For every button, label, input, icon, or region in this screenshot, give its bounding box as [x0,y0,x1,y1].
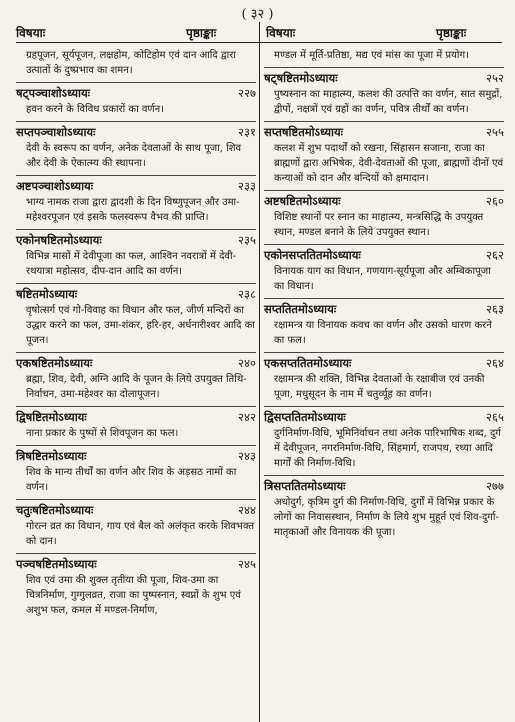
chapter-title: द्विषष्टितमोऽध्यायः [16,410,87,424]
entry-heading [16,287,256,302]
chapter-page-number: २४० [238,356,256,370]
chapter-description: कलश में शुभ पदार्थों को रखना, सिंहासन सजाना, राजा का ब्राह्मणों द्वारा अभिषेक, देवी-देवताओं की पूजा, ब्राह्मणों दीनों एवं कन्याओं को दान और बन्दियों को क्षमादान। [274,143,504,184]
chapter-description: दुर्गनिर्माण-विधि, भूमिनिर्वाचन तथा अनेक पारिभाषिक शब्द, दुर्ग में देवीपूजन, नगरनिर्माण-विधि, सिंहमार्ग, राजपथ, रथ्या आदि मार्गों की निर्माण-विधि। [274,428,501,469]
chapter-title: पञ्चषष्टितमोऽध्यायः [16,557,97,571]
chapter-title: चतुःषष्टितमोऽध्यायः [16,503,94,517]
chapter-page-number: २३८ [238,287,256,301]
toc-entry [264,299,504,350]
toc-entry [264,245,504,296]
entry-heading [16,125,256,140]
header-right-subject: विषयाः [266,26,296,40]
chapter-description: शिव एवं उमा की शुक्ल तृतीया की पूजा, शिव-उमा का चित्रनिर्माण, गुग्गुलव्रत, राजा का पुष्पस्नान, स्वप्नों के शुभ एवं अशुभ फल, कमल में मण्डल-निर्माण, [26,575,241,616]
toc-entry [16,230,256,281]
entry-heading [264,71,504,86]
chapter-title: एकषष्टितमोऽध्यायः [16,356,93,370]
entry-heading [264,302,504,317]
toc-entry [264,476,504,542]
left-column [16,44,256,620]
toc-entry [16,44,256,80]
chapter-description: हवन करने के विविध प्रकारों का वर्णन। [26,104,164,115]
chapter-description: विनायक याग का विधान, गणयाग-सूर्यपूजा और अम्बिकापूजा का विधान। [274,266,491,292]
toc-entry [264,407,504,473]
chapter-description: देवी के स्वरूप का वर्णन, अनेक देवताओं के साथ पूजा, शिव और देवी के ऐकात्म्य की स्थापना। [26,143,242,169]
chapter-page-number: २७७ [486,479,504,493]
chapter-page-number: २३३ [238,179,256,193]
chapter-title: सप्तपञ्चाशोऽध्यायः [16,125,96,139]
page-number: ( ३२ ) [241,7,274,22]
chapter-title: अष्टषष्टितमोऽध्यायः [264,194,341,208]
toc-entry [264,122,504,188]
toc-entry [16,284,256,350]
chapter-title: षष्टितमोऽध्यायः [16,287,78,301]
chapter-description: विशिष्ट स्थानों पर स्नान का माहात्म्य, मन्त्रसिद्धि के उपयुक्त स्थान, मण्डल बनाने के लिये उपयुक्त स्थान। [274,212,484,238]
chapter-page-number: २६५ [486,410,504,424]
chapter-description: अधोदुर्ग, कृत्रिम दुर्ग की निर्माण-विधि, दुर्गों में विभिन्न प्रकार के लोगों का निवासस्थान, निर्माण के लिये शुभ मुहूर्त एवं शिव-दुर्गा-मातृकाओं और विनायक की पूजा। [274,497,499,538]
chapter-description: शिव के मान्य तीर्थों का वर्णन और शिव के अड़सठ नामों का वर्णन। [26,467,237,493]
chapter-title: सप्तषष्टितमोऽध्यायः [264,125,343,139]
toc-entry [16,83,256,119]
entry-heading [264,479,504,494]
entry-heading [264,248,504,263]
chapter-description: रक्षामन्त्र की शक्ति, विभिन्न देवताओं के रक्षाबीज एवं उनकी पूजा, मधुसूदन के नाम में चतुर्व्यूह का वर्णन। [274,374,485,400]
chapter-title: एकोनसप्ततितमोऽध्यायः [264,248,361,262]
toc-entry [16,176,256,227]
chapter-page-number: २४२ [238,410,256,424]
column-divider [259,22,260,722]
header-right-page: पृष्ठाङ्काः [436,26,467,40]
chapter-description: विभिन्न मासों में देवीपूजा का फल, आश्विन नवरात्रों में देवी-रथयात्रा महोत्सव, दीप-दान आदि का वर्णन। [26,251,236,277]
toc-entry [16,353,256,404]
toc-entry [16,500,256,551]
chapter-page-number: २४५ [238,557,256,571]
toc-entry [16,446,256,497]
chapter-description: पुष्यस्नान का माहात्म्य, कलश की उत्पत्ति का वर्णन, सात समुद्रों, द्वीपों, नक्षत्रों एवं ग्रहों का वर्णन, पवित्र तीर्थों का वर्णन। [274,89,503,115]
chapter-page-number: २४३ [238,449,256,463]
chapter-description: ग्रहपूजन, सूर्यपूजन, लक्षहोम, कोटिहोम एवं दान आदि द्वारा उत्पातों के दुष्प्रभाव का शमन। [26,50,236,76]
chapter-description: भाग्य नामक राजा द्वारा द्वादशी के दिन विष्णुपूजन और उमा-महेश्वरपूजन एवं इसके फलस्वरूप वैभव की प्राप्ति। [26,197,240,223]
toc-entry [16,407,256,443]
entry-heading [264,194,504,209]
header-left-subject: विषयाः [16,26,46,40]
chapter-description: ब्रह्मा, शिव, देवी, अग्नि आदि के पूजन के लिये उपयुक्त तिथि-निर्वाचन, उमा-महेश्वर का दोलापूजन। [26,374,247,400]
chapter-page-number: २६४ [486,356,504,370]
chapter-title: द्विसप्ततितमोऽध्यायः [264,410,346,424]
chapter-description: रक्षामन्त्र या विनायक कवच का वर्णन और उसको धारण करने का फल। [274,320,492,346]
chapter-page-number: २४४ [238,503,256,517]
entry-heading [264,125,504,140]
entry-heading [16,86,256,101]
entry-heading [264,410,504,425]
chapter-title: षट्पञ्चाशोऽध्यायः [16,86,90,100]
chapter-page-number: २५५ [486,125,504,139]
chapter-page-number: २५२ [486,71,504,85]
chapter-page-number: २३१ [238,125,256,139]
chapter-title: षट्षष्टितमोऽध्यायः [264,71,338,85]
entry-heading [16,356,256,371]
toc-entry [264,191,504,242]
entry-heading [16,449,256,464]
toc-entry [264,68,504,119]
chapter-page-number: २३५ [238,233,256,247]
chapter-page-number: २२७ [238,86,256,100]
chapter-page-number: २६० [486,194,504,208]
right-column [264,44,504,542]
chapter-description: गोरत्न व्रत का विधान, गाय एवं बैल को अलंकृत करके शिवभक्त को दान। [26,521,255,547]
chapter-title: एकसप्ततितमोऽध्यायः [264,356,352,370]
header-left-page: पृष्ठाङ्काः [186,26,217,40]
entry-heading [16,503,256,518]
chapter-title: एकोनषष्टितमोऽध्यायः [16,233,102,247]
chapter-title: सप्ततितमोऽध्यायः [264,302,337,316]
entry-heading [16,557,256,572]
chapter-title: त्रिषष्टितमोऽध्यायः [16,449,87,463]
entry-heading [264,356,504,371]
chapter-title: त्रिसप्ततितमोऽध्यायः [264,479,346,493]
entry-heading [16,233,256,248]
toc-entry [16,554,256,620]
chapter-description: नाना प्रकार के पुष्पों से शिवपूजन का फल। [26,428,179,439]
entry-heading [16,179,256,194]
chapter-description: मण्डल में मूर्ति-प्रतिष्ठा, मद्य एवं मांस का पूजा में प्रयोग। [274,50,469,61]
chapter-description: वृषोत्सर्ग एवं गो-विवाह का विधान और फल, जीर्ण मन्दिरों का उद्धार करने का फल, उमा-शंकर, हरि-हर, अर्धनारीश्वर आदि का पूजन। [26,305,255,346]
toc-entry [264,353,504,404]
toc-entry [264,44,504,65]
chapter-page-number: २६२ [486,248,504,262]
chapter-page-number: २६३ [486,302,504,316]
chapter-title: अष्टपञ्चाशोऽध्यायः [16,179,94,193]
entry-heading [16,410,256,425]
toc-entry [16,122,256,173]
